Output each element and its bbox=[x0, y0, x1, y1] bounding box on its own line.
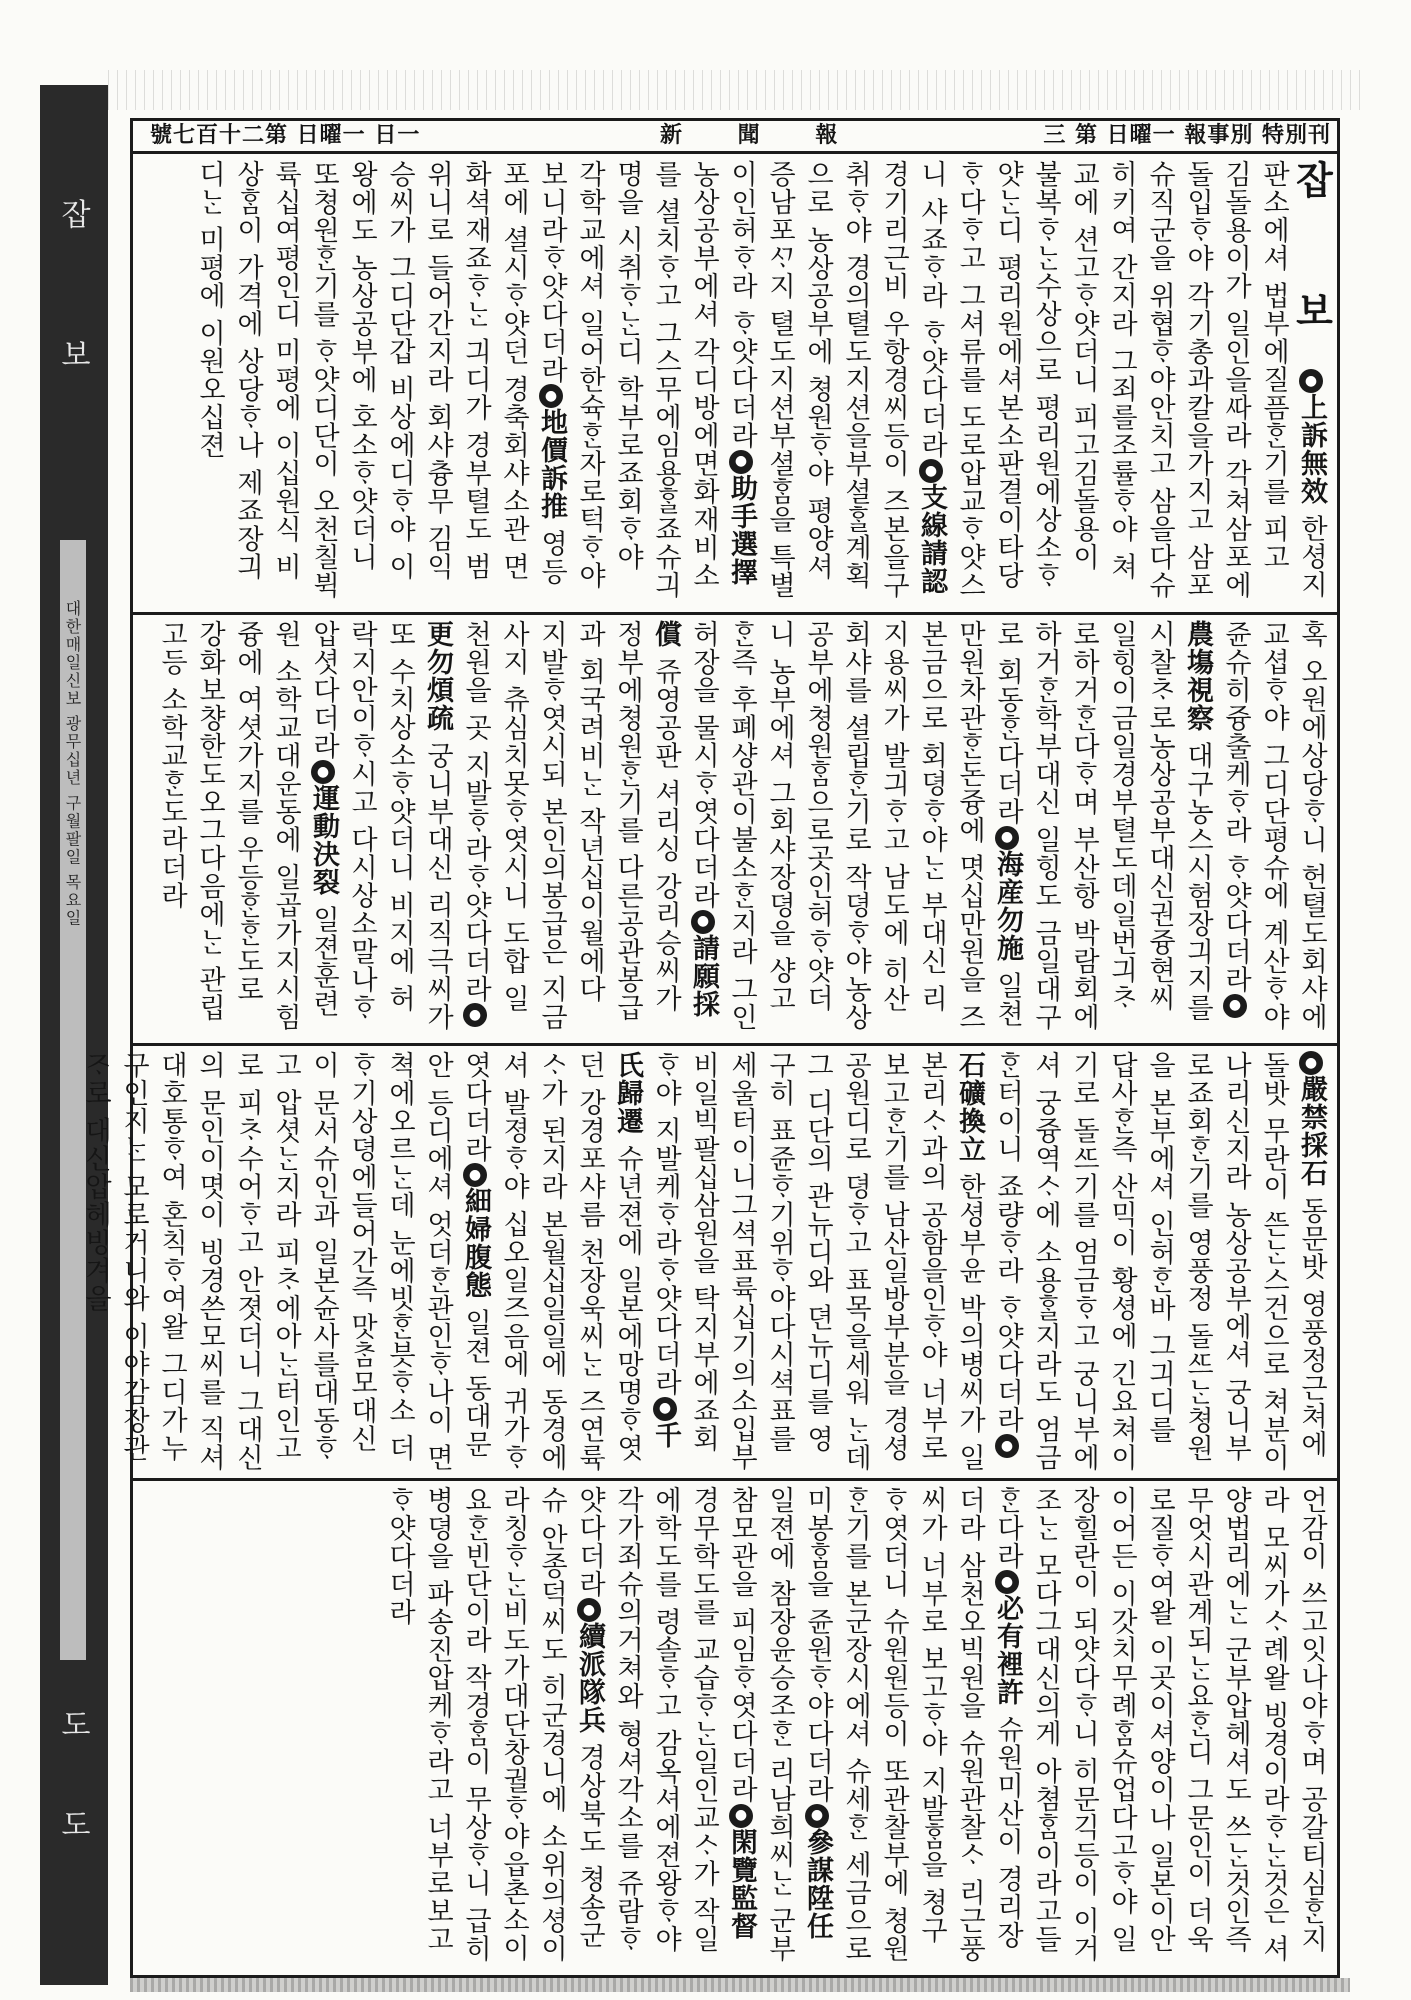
row-2 bbox=[140, 620, 1330, 1041]
article-body: 경기리근비 우항경씨등이 즈본을구취ᄒᆞ야 경의텰도지션을부셜ᄒᆞᆯ계획으로 농상공부에 쳥원ᄒᆞ야 평양셔 증남포ᄭᆞ지 텰도지션부셜ᄒᆞᆷ을 특별이인허ᄒᆞ라 ᄒᆞ얏다더라 bbox=[726, 160, 947, 605]
article-bullet-icon: ● bbox=[691, 910, 715, 934]
article-title: 農塲視察 bbox=[1182, 620, 1213, 732]
article-body: 궁니부대신 리직극씨가 또 수치상소ᄒᆞ얏더니 비지에 허락지안이ᄒᆞ시고 다시상소말나ᄒᆞ압셧다더라 bbox=[308, 620, 453, 1041]
article-body: 영등포에 셜시ᄒᆞ얏던 경축회샤소관 면화셕재죠ᄒᆞᄂᆞᆫ 긔디가 경부텰도 범위니로 들어간지라 회샤츙무 김익승씨가 그디단갑 비상에디ᄒᆞ야 이왕에도 농상공부에 호소ᄒᆞ얏더니 또쳥원ᄒᆞᆫ기를 ᄒᆞ얏디단이 오천칠뷕륙십여평인디 미평에 이십원식 비상ᄒᆞᆷ이 가격에 상당ᄒᆞ나 제죠장긔디ᄂᆞᆫ 미평에 이원오십젼 bbox=[194, 160, 567, 600]
spine-glyph-low-2: 도 bbox=[61, 1808, 91, 1843]
article-bullet-icon: ● bbox=[805, 1804, 829, 1828]
article-body: 농상공부에셔 각디방에면화재비소를 셜치ᄒᆞ고 그스무에임용ᄒᆞᆯ죠슈긔명을 시취ᄒᆞᄂᆞᆫ디 학부로죠회ᄒᆞ야 각학교에셔 일어한슉ᄒᆞᆫ자로턱ᄒᆞ야 보니라ᄒᆞ얏다더라 bbox=[536, 160, 757, 600]
article-body: 한셩지판소에셔 법부에질픔ᄒᆞᆫ기를 피고 김돌용이가 일인을ᄯᅡ라 각쳐삼포에돌입ᄒᆞ야 각기총과칼을가지고 삼포슈직군을 위협ᄒᆞ야안치고 삼을다슈히키여 간지라 그죄를조률ᄒᆞ야 쳐교에 션고ᄒᆞ얏더니 피고김돌용이 불복ᄒᆞᄂᆞᆫ수상으로 평리원에상소ᄒᆞ얏ᄂᆞᆫ디 평리원에셔본소판결이타당ᄒᆞ다ᄒᆞ고 그셔류를 도로압교ᄒᆞ얏스니 샤죠ᄒᆞ라 ᄒᆞ얏다더라 bbox=[916, 160, 1327, 600]
article-body: 슈원미산이 경리장더라 삼천오빅원을 슈원관찰ᄉᆞ 리근풍씨가 너부로 보고ᄒᆞ야 지발ᄒᆞᆷ을 쳥구ᄒᆞ엿더니 슈원원등이 또관찰부에 쳥원ᄒᆞᆫ기를 본군장시에셔 슈세ᄒᆞᆫ 세금으로 미봉ᄒᆞᆷ을 쥰원ᄒᆞ야다더라 bbox=[802, 1486, 1023, 1973]
article-title: 海産勿施 bbox=[992, 849, 1023, 962]
article bbox=[80, 1051, 491, 1472]
article-title: 細婦腹態 bbox=[460, 1187, 491, 1299]
article-title: 請願採償 bbox=[650, 620, 719, 1018]
article-bullet-icon: ● bbox=[653, 1397, 677, 1421]
article-title: 運動決裂 bbox=[308, 784, 339, 896]
article bbox=[916, 160, 1327, 599]
article-bullet-icon: ● bbox=[1299, 1051, 1323, 1075]
article-bullet-icon: ● bbox=[729, 1804, 753, 1828]
article bbox=[536, 160, 757, 599]
spine-glyph-top: 잡 bbox=[61, 198, 91, 233]
article-body: 일젼 동대문안 등디에셔 엇더ᄒᆞᆫ관인ᄒᆞ나이 면쳑에오르ᄂᆞᆫ데 눈에빗ᄒᆞᆫ븟ᄒᆞ소 더ᄒᆞ기상뎡에들어간즉 맛ᄎᆞᆷ모대신이 문서슈인과 일본슌사를대동ᄒᆞ고 압셧ᄂᆞᆫ지라 피ᄎᆞ에아ᄂᆞᆫ터인고로 피ᄎᆞ수어ᄒᆞ고 안졋더니 그대신의 문인이몃이 빙경쓴모씨를 직셔대호통ᄒᆞ여 혼칙ᄒᆞ여왈 그디가누구인지ᄂᆞᆫ 모로거니와 이야감장관ᄌᆞ로 대신압헤빙겨을 bbox=[80, 1051, 491, 1472]
article bbox=[688, 620, 1023, 1031]
article bbox=[384, 1486, 605, 1963]
article-bullet-icon: ● bbox=[995, 1434, 1019, 1458]
row-divider-1 bbox=[133, 612, 1337, 615]
article-body: 일젼훈련원 소학교대운동에 일곱가지시힘즁에 여셧가지를 우등ᄒᆞᆫᄒᆞᆫ도로 강화보챵한도오그다음에ᄂᆞᆫ 관립고등 소학교ᄒᆞᆫ도라더라 bbox=[156, 620, 339, 1032]
article-title: 閑覽監督 bbox=[726, 1827, 757, 1940]
article-title: 上訴無效 bbox=[1296, 393, 1327, 506]
article-title: 地價訴推 bbox=[536, 408, 567, 520]
article bbox=[992, 620, 1251, 1041]
article-bullet-icon: ● bbox=[919, 459, 943, 483]
row-1-column bbox=[140, 160, 1334, 608]
article-title: 必有裡許 bbox=[992, 1594, 1023, 1706]
article-body: 쥬영공판 셔리싱 강리승씨가 정부에쳥원ᄒᆞᆫ기를 다른공관봉급과 회국려비ᄂᆞᆫ 작년십이월에다 지발ᄒᆞ엿시되 본인의봉급은 지금사지 츄심치못ᄒᆞ엿시니 도합 일천원을 곳 지발ᄒᆞ라ᄒᆞ얏다더라 bbox=[460, 620, 681, 1032]
header-masthead: 新 聞 報 bbox=[660, 122, 862, 148]
article-body: 동문밧 영풍정근쳐에 돌밧 무란이 ᄯᅳᆫᄂᆞᆫ스건으로 쳐분이나리신지라 농상공부에셔 궁니부로죠회ᄒᆞᆫ기를 영풍정 돌ᄯᅳᄂᆞᆫ쳥원을 본부에셔 인허ᄒᆞᆫ바 그긔디를 답사ᄒᆞᆫ즉 산믹이 황셩에 긴요쳐이기로 돌ᄯᅳ기를 엄금ᄒᆞ고 궁니부에셔 궁즁역ᄉᆞ에 소용ᄒᆞᆯ지라도 엄금ᄒᆞᆫ터이니 죠량ᄒᆞ라 ᄒᆞ얏다더라 bbox=[992, 1051, 1327, 1472]
article-bullet-icon: ● bbox=[463, 1003, 487, 1027]
article-body: 슈년젼에 일본에망명ᄒᆞ엿던 강경포샤름 천장욱씨ᄂᆞᆫ 즈연륙ᄉᆞ가 된지라 본월십일일에 동경에셔 발졍ᄒᆞ야 십오일즈음에 귀가ᄒᆞ엿다더라 bbox=[460, 1051, 643, 1472]
section-title: 잡 보 bbox=[1289, 160, 1334, 370]
article-title: 更勿煩疏 bbox=[422, 620, 453, 732]
row-2-column bbox=[140, 620, 1330, 1041]
header-right-text: 三 第 日曜一 報事別 特別刊 bbox=[1043, 122, 1331, 148]
article-body: 한셩부윤 박의병씨가 일본리ᄉᆞ과의 공함을인ᄒᆞ야 너부로 보고ᄒᆞᆫ기를 남산일방부분을 경셩공원디로 뎡ᄒᆞ고 표목을세워 ᄂᆞᆫ데 그 디단의 관뉴디와 뎐뉴디를 영구히 표쥰ᄒᆞ기위ᄒᆞ야다시셕표를세울터이니그셕표륙십기의소입부비일빅팔십삼원을 탁지부에죠회ᄒᆞ야 지발케ᄒᆞ라ᄒᆞ얏다더라 bbox=[650, 1051, 985, 1482]
row-3-column bbox=[80, 1051, 1330, 1482]
row-4-column bbox=[140, 1486, 1330, 1973]
scan-noise-top bbox=[108, 70, 1368, 110]
scan-noise-bottom bbox=[130, 1978, 1350, 1992]
article bbox=[650, 1051, 1023, 1481]
row-1 bbox=[140, 160, 1334, 608]
article bbox=[726, 160, 947, 605]
article-body: 경상북도 쳥송군슈 안종덕씨도 히군경니에 소위의셩이라칭ᄒᆞᄂᆞᆫ비도가대단창궐ᄒᆞ야읍촌소이요ᄒᆞᆫ빈단이라 작경ᄒᆞᆷ이 무상ᄒᆞ니 급히병뎡을 파송진압케ᄒᆞ라고 너부로보고ᄒᆞ얏다더라 bbox=[384, 1486, 605, 1963]
spine-glyph-low-1: 도 bbox=[61, 1708, 91, 1743]
article bbox=[194, 160, 567, 599]
row-4 bbox=[140, 1486, 1330, 1973]
article-title: 支線請認 bbox=[916, 483, 947, 596]
article-bullet-icon: ● bbox=[311, 760, 335, 784]
article-body: 대구농스시험장긔지를 시찰ᄎᆞ로농상공부대신권즁현씨일힝이금일경부텰도데일번긔ᄎᆞ로하거ᄒᆞᆫ다ᄒᆞ며 부산항 박람회에 하거ᄒᆞᆫ학부대신 일힝도 금일대구로 회동ᄒᆞᆫ다더라 bbox=[992, 620, 1213, 1041]
article-bullet-icon: ● bbox=[539, 384, 563, 408]
article bbox=[1220, 620, 1327, 1041]
article-title: 千氏歸遷 bbox=[612, 1051, 681, 1449]
spine-glyph-mid: 보 bbox=[61, 338, 91, 373]
article-title: 石礦換立 bbox=[954, 1051, 985, 1163]
row-divider-3 bbox=[133, 1478, 1337, 1481]
article-bullet-icon: ● bbox=[995, 826, 1019, 850]
article-body: 일젼에 참장윤승조ᄒᆞᆫ 리남희씨ᄂᆞᆫ 군부참모관을 피임ᄒᆞ엿다더라 bbox=[726, 1486, 833, 1963]
article bbox=[992, 1051, 1327, 1472]
article bbox=[460, 1051, 681, 1472]
article-title: 續派隊兵 bbox=[574, 1622, 605, 1734]
article-bullet-icon: ● bbox=[995, 1570, 1019, 1594]
article-body: 일쳔만원차관ᄒᆞᆫ돈즁에 몃십만원을 즈본금으로 회뎡ᄒᆞ야ᄂᆞᆫ 부대신 리지용씨가 발긔ᄒᆞ고 남도에 히산회샤를 셜립ᄒᆞᆫ기로 작뎡ᄒᆞ야농상공부에쳥원ᄒᆞᆷ으로곳인허ᄒᆞ얏더니 농부에셔 그회샤장뎡을 샹고ᄒᆞᆫ즉 후폐샹관이불소ᄒᆞᆫ지라 그인허장을 물시ᄒᆞ엿다더라 bbox=[688, 620, 1023, 1032]
article-bullet-icon: ● bbox=[577, 1598, 601, 1622]
article-body: 언감이 쓰고잇나야ᄒᆞ며 공갈티심ᄒᆞᆫ지라 모씨가ᄉᆞ례왈 빙경이라ᄒᆞᄂᆞᆫ것은 셔양법리에ᄂᆞᆫ 군부압헤셔도 쓰ᄂᆞᆫ것인즉 무엇시관계되ᄂᆞᆫ요ᄒᆞᆫ디 그문인이 더욱로질ᄒᆞ여왈 이곳이셔양이나 일본이안이어든 이갓치무례ᄒᆞᆷ슈업다고ᄒᆞ야 일장힐란이 되얏다ᄒᆞ니 히문긱등이 이거조ᄂᆞᆫ 모다그대신의게 아쳠ᄒᆞᆷ이라고들ᄒᆞᆫ다라 bbox=[992, 1486, 1327, 1963]
article bbox=[992, 1486, 1327, 1963]
article-title: 參謀陞任 bbox=[802, 1827, 833, 1940]
article-bullet-icon: ● bbox=[1299, 369, 1323, 393]
row-divider-2 bbox=[133, 1043, 1337, 1046]
article-body: 혹 오원에상당ᄒᆞ니 헌텰도회샤에교셥ᄒᆞ야 그디단평슈에 계산ᄒᆞ야 쥰슈히즁출케ᄒᆞ라 ᄒᆞ얏다더라 bbox=[1220, 620, 1327, 1041]
article bbox=[460, 620, 719, 1031]
article bbox=[802, 1486, 1023, 1972]
article-bullet-icon: ● bbox=[1223, 994, 1247, 1018]
article-bullet-icon: ● bbox=[463, 1163, 487, 1187]
row-3 bbox=[80, 1051, 1330, 1482]
article-title: 助手選擇 bbox=[726, 473, 757, 586]
article-title: 嚴禁採石 bbox=[1296, 1075, 1327, 1187]
article-bullet-icon: ● bbox=[729, 450, 753, 474]
spine-text: 대한매일신보 광무십년 구월팔일 목요일 bbox=[63, 600, 82, 928]
article-body: 경무학도를 교습ᄒᆞᄂᆞᆫ일인교ᄉᆞ가 작일에학도를 령솔ᄒᆞ고 감옥셔에젼왕ᄒᆞ야 각가죄슈의거쳐와 형셔각소를 쥬람ᄒᆞ얏다더라 bbox=[574, 1486, 757, 1963]
header-left-text: 號七百十二第 日曜一 日一 bbox=[150, 122, 421, 148]
